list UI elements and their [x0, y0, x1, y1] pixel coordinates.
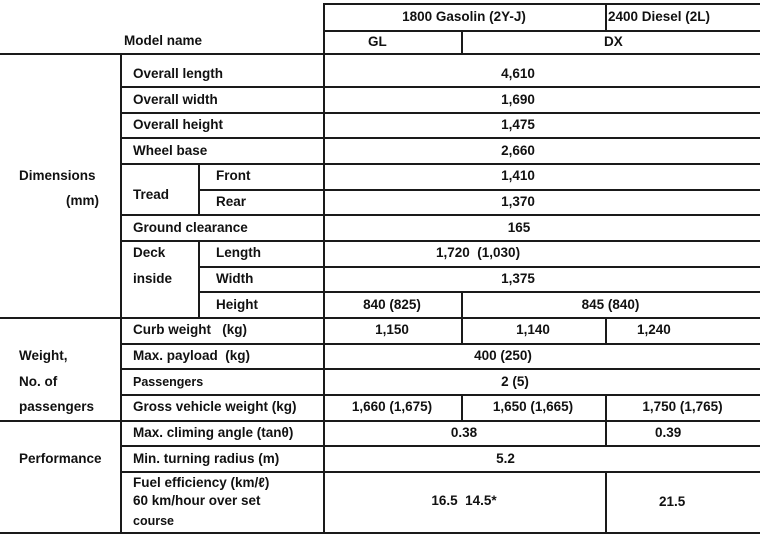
- row-label: Max. payload (kg): [133, 348, 251, 363]
- section-weight: passengers: [19, 399, 95, 414]
- rule: [198, 291, 760, 293]
- value-cell: 845 (840): [581, 297, 640, 312]
- value-cell: 2,660: [501, 143, 535, 158]
- row-label: Width: [216, 271, 254, 286]
- value-cell: 16.5 14.5*: [431, 493, 497, 508]
- value-cell: 4,610: [501, 66, 535, 81]
- value-cell: 1,150: [375, 322, 409, 337]
- row-label: Deck: [133, 245, 166, 260]
- row-label: Front: [216, 168, 251, 183]
- row-label: Height: [216, 297, 258, 312]
- rule: [198, 266, 760, 268]
- rule: [120, 394, 760, 396]
- row-label: Gross vehicle weight (kg): [133, 399, 297, 414]
- value-cell: 1,375: [501, 271, 535, 286]
- row-label: Fuel efficiency (km/ℓ): [133, 475, 270, 490]
- section-performance: Performance: [19, 451, 102, 466]
- rule-bottom: [0, 532, 760, 534]
- row-label: Passengers: [133, 375, 204, 389]
- rule: [198, 189, 760, 191]
- rule: [120, 86, 760, 88]
- section-weight: No. of: [19, 374, 58, 389]
- rule-col-sub: [198, 240, 200, 317]
- rule-header-bottom: [0, 53, 760, 55]
- grade-gl: GL: [368, 34, 387, 49]
- rule: [120, 137, 760, 139]
- value-cell: 1,650 (1,665): [492, 399, 574, 414]
- row-label: course: [133, 514, 174, 528]
- rule-col-gl-dx: [461, 30, 463, 53]
- row-label: 60 km/hour over set: [133, 493, 261, 508]
- value-cell: 1,720 (1,030): [436, 245, 521, 260]
- rule-section: [0, 420, 760, 422]
- row-label: Overall height: [133, 117, 224, 132]
- value-cell: 0.38: [450, 425, 478, 440]
- value-cell: 1,475: [501, 117, 535, 132]
- row-label: Curb weight (kg): [133, 322, 247, 337]
- row-label: Ground clearance: [133, 220, 248, 235]
- value-cell: 1,750 (1,765): [642, 399, 723, 414]
- value-cell: 0.39: [655, 425, 682, 440]
- row-label: Overall width: [133, 92, 218, 107]
- value-cell: 1,240: [637, 322, 671, 337]
- value-cell: 1,370: [501, 194, 535, 209]
- value-cell: 2 (5): [501, 374, 529, 389]
- row-label: Overall length: [133, 66, 224, 81]
- rule: [120, 445, 760, 447]
- value-cell: 1,140: [516, 322, 550, 337]
- rule: [120, 471, 760, 473]
- value-cell: 1,690: [501, 92, 535, 107]
- rule: [120, 112, 760, 114]
- rule: [120, 368, 760, 370]
- rule-col-sub: [198, 163, 200, 214]
- row-label: Wheel base: [133, 143, 208, 158]
- section-dimensions-unit: (mm): [66, 193, 99, 208]
- rule: [120, 240, 760, 242]
- section-dimensions: Dimensions: [19, 168, 96, 183]
- value-cell: 1,410: [501, 168, 535, 183]
- section-weight: Weight,: [19, 348, 68, 363]
- rule: [120, 163, 760, 165]
- rule-col-category: [120, 53, 122, 533]
- row-label: Length: [216, 245, 261, 260]
- rule: [120, 343, 760, 345]
- rule-col-diesel: [605, 317, 607, 343]
- model-name-label: Model name: [124, 33, 203, 48]
- engine-diesel: 2400 Diesel (2L): [608, 9, 711, 24]
- value-cell: 5.2: [496, 451, 515, 466]
- value-cell: 840 (825): [363, 297, 421, 312]
- engine-gasoline: 1800 Gasolin (2Y-J): [402, 9, 526, 24]
- rule-section: [0, 317, 760, 319]
- grade-dx: DX: [604, 34, 623, 49]
- row-label: Tread: [133, 187, 170, 202]
- row-label: inside: [133, 271, 173, 286]
- rule-col-diesel: [605, 471, 607, 533]
- rule-col-diesel: [605, 3, 607, 30]
- row-label: Max. climing angle (tanθ): [133, 425, 294, 440]
- rule: [120, 214, 760, 216]
- row-label: Rear: [216, 194, 247, 209]
- row-label: Min. turning radius (m): [133, 451, 280, 466]
- rule-header-mid: [323, 30, 760, 32]
- value-cell: 165: [507, 220, 531, 235]
- rule-top: [323, 3, 760, 5]
- value-cell: 400 (250): [474, 348, 532, 363]
- value-cell: 21.5: [659, 494, 686, 509]
- value-cell: 1,660 (1,675): [351, 399, 433, 414]
